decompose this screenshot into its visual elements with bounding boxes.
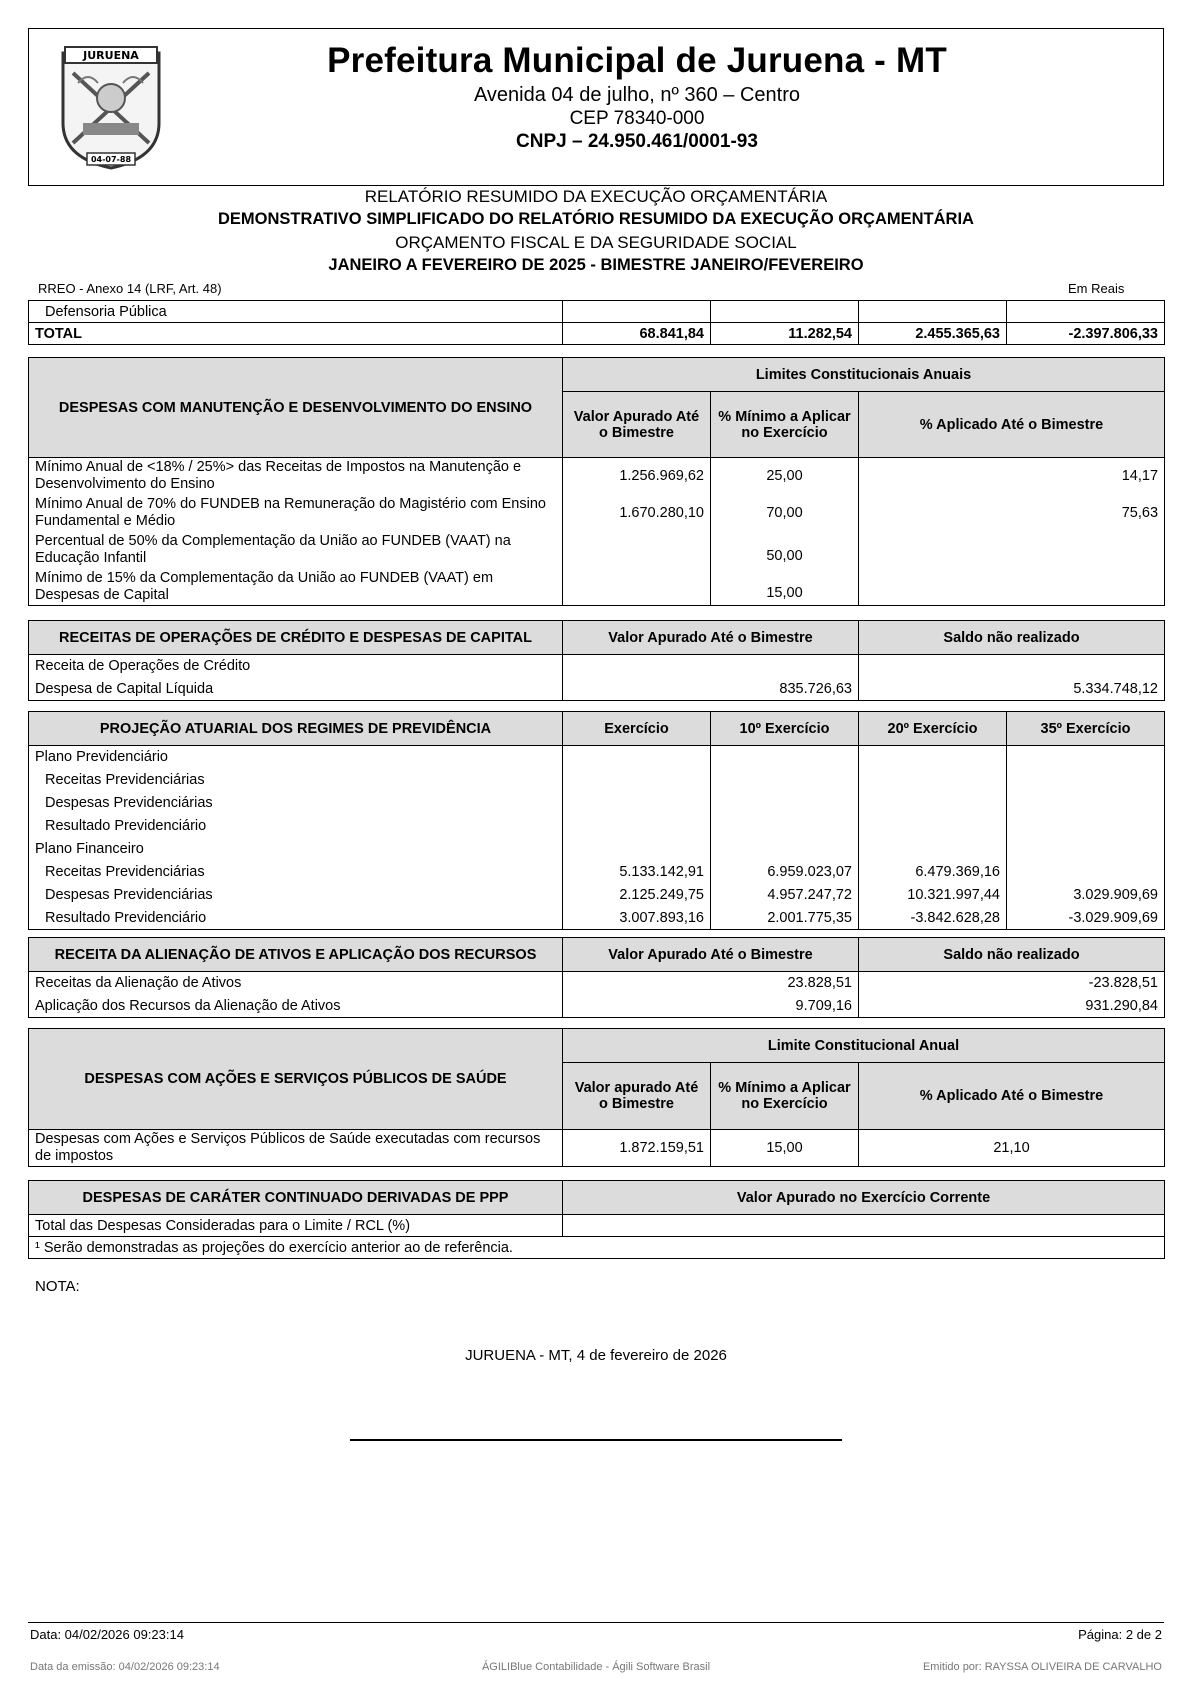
row-label: Defensoria Pública — [29, 301, 563, 323]
print-date: Data: 04/02/2026 09:23:14 — [30, 1627, 184, 1642]
row-label: Receita de Operações de Crédito — [29, 655, 563, 678]
svg-text:04-07-88: 04-07-88 — [90, 155, 132, 164]
footer-divider — [28, 1622, 1164, 1623]
page-number: Página: 2 de 2 — [1078, 1627, 1162, 1642]
row-label: Receitas Previdenciárias — [29, 861, 563, 884]
cell-value: 931.290,84 — [859, 995, 1165, 1018]
credit-operations-table — [28, 620, 1165, 701]
cep: CEP 78340-000 — [569, 108, 705, 129]
column-group-header: Limite Constitucional Anual — [563, 1029, 1165, 1063]
cell-value: 5.334.748,12 — [859, 678, 1165, 701]
cell-value — [859, 792, 1007, 815]
letterhead — [28, 28, 1164, 186]
report-title: RELATÓRIO RESUMIDO DA EXECUÇÃO ORÇAMENTÁRIA — [364, 187, 828, 206]
footnote: ¹ Serão demonstradas as projeções do exercício anterior ao de referência. — [29, 1237, 1165, 1259]
section-title: PROJEÇÃO ATUARIAL DOS REGIMES DE PREVIDÊNCIA — [29, 712, 563, 746]
table-row — [29, 838, 1165, 861]
cell-value — [563, 569, 711, 606]
cell-value: 3.007.893,16 — [563, 907, 711, 930]
cell-value — [563, 532, 711, 569]
cell-value — [563, 1215, 1165, 1237]
table-row — [29, 792, 1165, 815]
table-row — [29, 678, 1165, 701]
cell-value — [563, 769, 711, 792]
cell-value — [711, 746, 859, 769]
cell-value — [711, 769, 859, 792]
table-row — [29, 655, 1165, 678]
total-value: -2.397.806,33 — [1007, 323, 1165, 345]
cell-value: 6.959.023,07 — [711, 861, 859, 884]
table-row — [29, 907, 1165, 930]
table-row — [29, 495, 1165, 532]
row-label: Percentual de 50% da Complementação da União ao FUNDEB (VAAT) na Educação Infantil — [29, 532, 563, 569]
address: Avenida 04 de julho, nº 360 – Centro — [473, 84, 801, 106]
cnpj: CNPJ – 24.950.461/0001-93 — [516, 131, 758, 152]
health-spending-table — [28, 1028, 1165, 1167]
cell-value: -3.842.628,28 — [859, 907, 1007, 930]
table-row — [29, 861, 1165, 884]
table-row — [29, 301, 1165, 323]
cell-value — [711, 792, 859, 815]
row-label: Receitas da Alienação de Ativos — [29, 972, 563, 995]
summary-table — [28, 300, 1165, 345]
cell-value — [1007, 838, 1165, 861]
column-header: Valor Apurado Até o Bimestre — [563, 938, 859, 972]
table-row — [29, 972, 1165, 995]
table-row — [29, 458, 1165, 495]
cell-value — [859, 569, 1165, 606]
section-title: DESPESAS COM MANUTENÇÃO E DESENVOLVIMENTO DO ENSINO — [29, 358, 563, 458]
table-row — [29, 884, 1165, 907]
software-credit: ÁGILIBlue Contabilidade - Ágili Software Brasil — [481, 1661, 711, 1673]
row-label: Despesas Previdenciárias — [29, 792, 563, 815]
section-title: DESPESAS DE CARÁTER CONTINUADO DERIVADAS DE PPP — [29, 1181, 563, 1215]
cell-value: 4.957.247,72 — [711, 884, 859, 907]
cell-value: 50,00 — [711, 532, 859, 569]
cell-value: 25,00 — [711, 458, 859, 495]
section-title: DESPESAS COM AÇÕES E SERVIÇOS PÚBLICOS DE SAÚDE — [29, 1029, 563, 1130]
column-header: % Mínimo a Aplicar no Exercício — [711, 392, 859, 458]
place-date: JURUENA - MT, 4 de fevereiro de 2026 — [465, 1347, 727, 1364]
report-period: JANEIRO A FEVEREIRO DE 2025 - BIMESTRE JANEIRO/FEVEREIRO — [328, 256, 864, 274]
cell-value — [563, 838, 711, 861]
total-label: TOTAL — [29, 323, 563, 345]
table-row — [29, 569, 1165, 606]
table-row — [29, 769, 1165, 792]
cell-value: -23.828,51 — [859, 972, 1165, 995]
column-header: 20º Exercício — [859, 712, 1007, 746]
currency-unit: Em Reais — [1068, 281, 1125, 296]
cell-value: 9.709,16 — [563, 995, 859, 1018]
cell-value: 1.256.969,62 — [563, 458, 711, 495]
cell-value: 21,10 — [859, 1130, 1165, 1167]
emission-date: Data da emissão: 04/02/2026 09:23:14 — [30, 1661, 220, 1673]
cell-value — [711, 815, 859, 838]
cell-value: 6.479.369,16 — [859, 861, 1007, 884]
issued-by: Emitido por: RAYSSA OLIVEIRA DE CARVALHO — [922, 1661, 1162, 1673]
cell-value: 1.872.159,51 — [563, 1130, 711, 1167]
education-table — [28, 357, 1165, 606]
cell-value: 2.125.249,75 — [563, 884, 711, 907]
report-scope: ORÇAMENTO FISCAL E DA SEGURIDADE SOCIAL — [395, 233, 797, 252]
row-label: Resultado Previdenciário — [29, 815, 563, 838]
cell-value: 3.029.909,69 — [1007, 884, 1165, 907]
row-label: Plano Previdenciário — [29, 746, 563, 769]
table-row — [29, 1215, 1165, 1237]
column-group-header: Limites Constitucionais Anuais — [563, 358, 1165, 392]
column-header: Saldo não realizado — [859, 938, 1165, 972]
column-header: Valor Apurado Até o Bimestre — [563, 392, 711, 458]
cell-value: 2.001.775,35 — [711, 907, 859, 930]
pension-projection-table — [28, 711, 1165, 930]
cell-value: 14,17 — [859, 458, 1165, 495]
row-label: Total das Despesas Consideradas para o Limite / RCL (%) — [29, 1215, 563, 1237]
cell-value — [859, 838, 1007, 861]
table-row — [29, 746, 1165, 769]
cell-value — [859, 532, 1165, 569]
cell-value — [563, 815, 711, 838]
total-value: 11.282,54 — [711, 323, 859, 345]
cell-value: 5.133.142,91 — [563, 861, 711, 884]
row-label: Mínimo de 15% da Complementação da União ao FUNDEB (VAAT) em Despesas de Capital — [29, 569, 563, 606]
column-header: Valor Apurado no Exercício Corrente — [563, 1181, 1165, 1215]
total-value: 68.841,84 — [563, 323, 711, 345]
cell-value — [563, 655, 859, 678]
column-header: % Aplicado Até o Bimestre — [859, 1063, 1165, 1130]
cell-value — [1007, 792, 1165, 815]
cell-value: 70,00 — [711, 495, 859, 532]
cell-value — [859, 746, 1007, 769]
cell-value: 10.321.997,44 — [859, 884, 1007, 907]
signature-line — [350, 1439, 842, 1441]
table-row — [29, 995, 1165, 1018]
cell-value: 15,00 — [711, 569, 859, 606]
row-label: Mínimo Anual de <18% / 25%> das Receitas de Impostos na Manutenção e Desenvolvimento do Ensino — [29, 458, 563, 495]
ppp-table — [28, 1180, 1165, 1259]
column-header: % Aplicado Até o Bimestre — [859, 392, 1165, 458]
cell-value — [859, 815, 1007, 838]
row-label: Despesas com Ações e Serviços Públicos de Saúde executadas com recursos de impostos — [29, 1130, 563, 1167]
section-title: RECEITAS DE OPERAÇÕES DE CRÉDITO E DESPESAS DE CAPITAL — [29, 621, 563, 655]
row-label: Plano Financeiro — [29, 838, 563, 861]
cell-value — [1007, 861, 1165, 884]
column-header: 35º Exercício — [1007, 712, 1165, 746]
cell-value — [859, 769, 1007, 792]
cell-value: 835.726,63 — [563, 678, 859, 701]
row-label: Despesas Previdenciárias — [29, 884, 563, 907]
cell-value — [1007, 769, 1165, 792]
note-label: NOTA: — [35, 1278, 80, 1295]
row-label: Resultado Previdenciário — [29, 907, 563, 930]
column-header: 10º Exercício — [711, 712, 859, 746]
cell-value: 1.670.280,10 — [563, 495, 711, 532]
total-value: 2.455.365,63 — [859, 323, 1007, 345]
row-label: Receitas Previdenciárias — [29, 769, 563, 792]
cell-value: 15,00 — [711, 1130, 859, 1167]
organization-name: Prefeitura Municipal de Juruena - MT — [327, 41, 947, 80]
section-title: RECEITA DA ALIENAÇÃO DE ATIVOS E APLICAÇÃO DOS RECURSOS — [29, 938, 563, 972]
row-label: Despesa de Capital Líquida — [29, 678, 563, 701]
annex-reference: RREO - Anexo 14 (LRF, Art. 48) — [38, 281, 222, 296]
column-header: Exercício — [563, 712, 711, 746]
table-row — [29, 815, 1165, 838]
asset-disposal-table — [28, 937, 1165, 1018]
cell-value: 75,63 — [859, 495, 1165, 532]
column-header: Valor Apurado Até o Bimestre — [563, 621, 859, 655]
svg-text:JURUENA: JURUENA — [83, 49, 139, 62]
cell-value — [711, 838, 859, 861]
cell-value — [563, 792, 711, 815]
total-row — [29, 323, 1165, 345]
footnote-row — [29, 1237, 1165, 1259]
column-header: Saldo não realizado — [859, 621, 1165, 655]
column-header: Valor apurado Até o Bimestre — [563, 1063, 711, 1130]
cell-value: -3.029.909,69 — [1007, 907, 1165, 930]
cell-value — [859, 655, 1165, 678]
cell-value — [1007, 746, 1165, 769]
cell-value — [1007, 815, 1165, 838]
cell-value: 23.828,51 — [563, 972, 859, 995]
column-header: % Mínimo a Aplicar no Exercício — [711, 1063, 859, 1130]
report-subtitle: DEMONSTRATIVO SIMPLIFICADO DO RELATÓRIO RESUMIDO DA EXECUÇÃO ORÇAMENTÁRIA — [218, 210, 974, 228]
row-label: Mínimo Anual de 70% do FUNDEB na Remuneração do Magistério com Ensino Fundamental e Médio — [29, 495, 563, 532]
row-label: Aplicação dos Recursos da Alienação de Ativos — [29, 995, 563, 1018]
table-row — [29, 532, 1165, 569]
table-row — [29, 1130, 1165, 1167]
cell-value — [563, 746, 711, 769]
